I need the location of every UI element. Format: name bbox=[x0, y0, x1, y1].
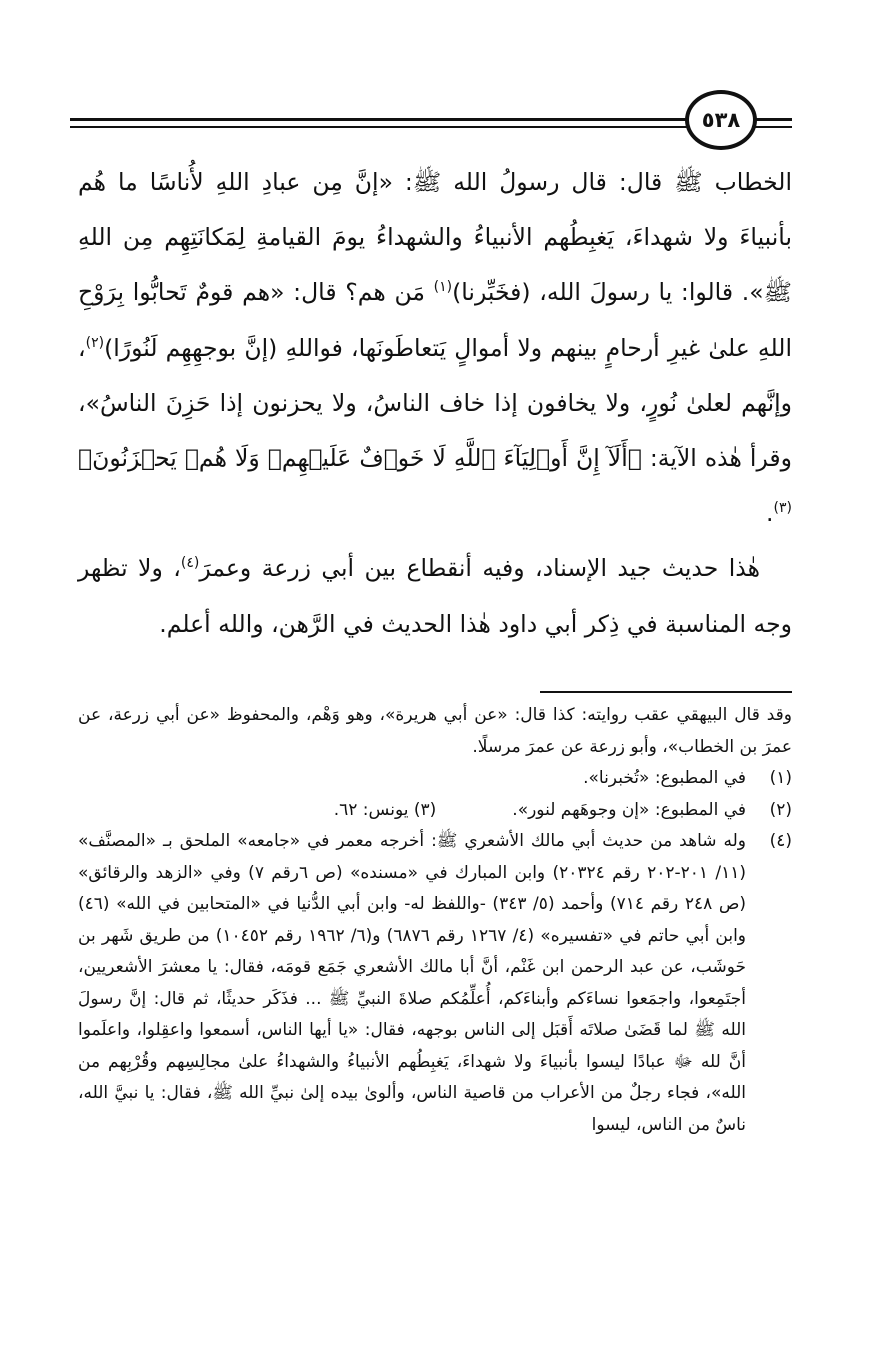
header-rule-thick-right bbox=[755, 118, 792, 121]
footnote-2-3 bbox=[78, 795, 792, 827]
footnote-separator bbox=[540, 691, 792, 693]
main-text bbox=[78, 155, 792, 652]
footnote-marker-3[interactable]: (٣) bbox=[773, 500, 792, 517]
footnote-1 bbox=[78, 763, 792, 795]
footnote-4-number: (٤) bbox=[769, 831, 792, 851]
page-number: ٥٣٨ bbox=[701, 108, 741, 132]
hadith-text-part1: الخطاب ﷺ قال: قال رسولُ الله ﷺ: «إنَّ مِن عبادِ اللهِ لأُناسًا ما هُم بأنبياءَ ولا شهداءَ، يَغبِطُهم الأنبياءُ والشهداءُ يومَ القيامةِ لِمَكانَتِهِم مِن اللهِ ﷺ». قالوا: يا رسولَ الله، (فخَبِّرنا) bbox=[78, 168, 792, 307]
header-rule-thick bbox=[70, 118, 688, 121]
page-header bbox=[0, 0, 879, 150]
footnote-marker-4[interactable]: (٤) bbox=[180, 555, 200, 572]
footnote-marker-1[interactable]: (١) bbox=[433, 279, 453, 296]
footnote-marker-2[interactable]: (٢) bbox=[85, 334, 105, 351]
footnote-3-number: (٣) bbox=[413, 799, 437, 820]
hadith-paragraph bbox=[78, 155, 792, 541]
hadith-text-part2: مَن هم؟ قال: «هم قومٌ تَحابُّوا بِرَوْحِ اللهِ علىٰ غيرِ أرحامٍ بينهم ولا أموالٍ يَتعاطَونَها، فواللهِ (إنَّ بوجهِهِم لَنُورًا) bbox=[78, 278, 792, 362]
footnote-1-number: (١) bbox=[769, 768, 792, 788]
footnote-2-text: في المطبوع: «إن وجوهَهم لنور». bbox=[512, 799, 746, 820]
footnote-1-text: في المطبوع: «تُخبرنا». bbox=[583, 768, 746, 788]
commentary-text-part1: هٰذا حديث جيد الإسناد، وفيه أنقطاع بين أبي زرعة وعمرَ bbox=[199, 554, 760, 583]
hadith-text-part4: . bbox=[766, 499, 774, 528]
footnote-4-text: وله شاهد من حديث أبي مالك الأشعري ﷺ: أخرجه معمر في «جامعه» الملحق بـ «المصنَّف» (١١/ ٢٠١-٢٠٢ رقم ٢٠٣٢٤) وابن المبارك في «مسنده» (ص ٦رقم ٧) وفي «الزهد والرقائق» (ص ٢٤٨ رقم ٧١٤) وأحمد (٥/ ٣٤٣) -واللفظ له- وابن أبي الدُّنيا في «المتحابين في الله» (٤٦) وابن أبي حاتم في «تفسيره» (٤/ ١٢٦٧ رقم ٦٨٧٦) و(٦/ ١٩٦٢ رقم ١٠٤٥٢) من طريق شَهر بن حَوشَب، عن عبد الرحمن ابن غَنْم، أنَّ أبا مالك الأشعري جَمَع قومَه، فقال: يا معشرَ الأشعريين، أجتَمِعوا، واجمَعوا نساءَكم وأبناءَكم، أُعلِّمُكم صلاةَ النبيِّ ﷺ ... فذَكَر حديثًا، ثم قال: إنَّ رسولَ الله ﷺ لما قَضَىٰ صلاتَه أَقبَل إلى الناس بوجهه، فقال: «يا أيها الناس، أسمعوا واعقِلوا، واعلَموا أنَّ لله ﷻ عبادًا ليسوا بأنبياءَ ولا شهداءَ، يَغبِطُهم الأنبياءُ والشهداءُ علىٰ مجالِسِهم وقُرْبِهم من الله»، فجاء رجلٌ من الأعراب من قاصية الناس، وألوىٰ بيده إلىٰ نبيِّ الله ﷺ، فقال: يا نبيَّ الله، ناسٌ من الناس، ليسوا bbox=[78, 831, 747, 1135]
footnote-4 bbox=[78, 826, 792, 1141]
commentary-text-part2: ، ولا تظهر وجه المناسبة في ذِكر أبي داود هٰذا الحديث في الرَّهن، والله أعلم. bbox=[78, 554, 792, 638]
footnote-2-body bbox=[78, 795, 746, 827]
page-number-oval bbox=[685, 90, 757, 150]
header-rule-thin-right bbox=[755, 126, 792, 128]
footnote-3-text: يونس: ٦٢. bbox=[333, 799, 409, 820]
footnote-continuation: وقد قال البيهقي عقب روايته: كذا قال: «عن أبي هريرة»، وهو وَهْم، والمحفوظ «عن أبي زرعة، عن عمرَ بن الخطاب»، وأبو زرعة عن عمرَ مرسلًا. bbox=[78, 705, 792, 757]
header-rule-thin bbox=[70, 126, 688, 128]
commentary-paragraph bbox=[78, 541, 792, 651]
footnote-2-number: (٢) bbox=[769, 799, 792, 820]
footnotes bbox=[78, 700, 792, 1141]
hadith-text-part3: ، وإنَّهم لعلىٰ نُورٍ، ولا يخافون إذا خاف الناسُ، ولا يحزنون إذا حَزِنَ الناسُ»، وقرأ هٰذه الآية: ﴿أَلَآ إِنَّ أَوۡلِيَآءَ ٱللَّهِ لَا خَوۡفٌ عَلَيۡهِمۡ وَلَا هُمۡ يَحۡزَنُونَ﴾ bbox=[78, 333, 792, 473]
